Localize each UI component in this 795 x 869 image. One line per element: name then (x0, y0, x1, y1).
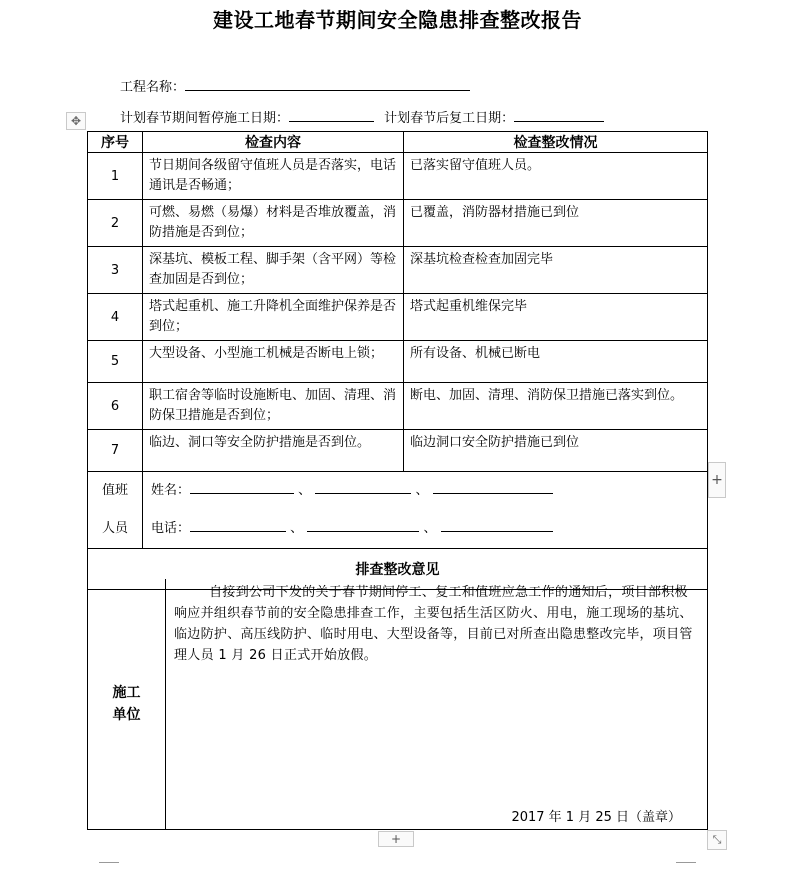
row-num: 3 (88, 247, 143, 294)
row-content[interactable]: 塔式起重机、施工升降机全面维护保养是否到位； (149, 299, 397, 334)
resize-handle-icon[interactable]: ⤡ (707, 830, 727, 850)
row-num: 7 (88, 430, 143, 472)
header-num: 序号 (88, 132, 143, 153)
project-name-line (120, 76, 470, 95)
page-corner-mark-right (676, 862, 696, 863)
project-name-field[interactable] (185, 76, 470, 91)
table-header-row (88, 132, 708, 153)
duty-name-label: 姓名： (151, 483, 191, 498)
dates-line (120, 107, 604, 126)
row-status[interactable]: 临边洞口安全防护措施已到位 (410, 435, 580, 450)
opinion-heading: 排查整改意见 (88, 549, 708, 590)
row-num: 1 (88, 153, 143, 200)
unit-label-line-1: 施工 (112, 685, 141, 701)
opinion-row (88, 579, 708, 830)
table-move-icon[interactable]: ✥ (66, 112, 86, 130)
separator: 、 (290, 521, 304, 536)
duty-fields (143, 472, 708, 549)
header-content: 检查内容 (143, 132, 404, 153)
duty-phone-field-2[interactable] (307, 517, 419, 532)
opinion-text[interactable]: 自接到公司下发的关于春节期间停工、复工和值班应急工作的通知后，项目部积极响应并组织春节前的安全隐患排查工作，主要包括生活区防火、用电，施工现场的基坑、临边防护、高压线防护、临时用电、大型设备等，目前已对所查出隐患整改完毕，项目管理人员 1 月 26 日正式开始放假。 (174, 585, 693, 663)
duty-name-field-1[interactable] (190, 479, 294, 494)
row-content[interactable]: 大型设备、小型施工机械是否断电上锁； (149, 346, 384, 361)
project-name-label: 工程名称： (120, 80, 186, 95)
duty-name-field-2[interactable] (315, 479, 411, 494)
table-row (88, 383, 708, 430)
duty-row (88, 472, 708, 549)
row-content[interactable]: 可燃、易燃（易爆）材料是否堆放覆盖，消防措施是否到位； (149, 205, 397, 240)
row-status[interactable]: 已覆盖，消防器材措施已到位 (410, 205, 580, 220)
opinion-table (87, 579, 708, 830)
row-status[interactable]: 所有设备、机械已断电 (410, 346, 541, 361)
add-row-button[interactable]: + (378, 831, 414, 847)
inspection-table (87, 131, 708, 590)
duty-label-bottom: 人员 (101, 521, 128, 536)
separator: 、 (298, 483, 312, 498)
resume-date-label: 计划春节后复工日期： (384, 111, 515, 126)
opinion-cell[interactable] (166, 579, 708, 830)
table-row (88, 430, 708, 472)
row-content[interactable]: 职工宿舍等临时设施断电、加固、清理、消防保卫措施是否到位； (149, 388, 397, 423)
row-status[interactable]: 深基坑检查检查加固完毕 (410, 252, 554, 267)
row-content[interactable]: 临边、洞口等安全防护措施是否到位。 (149, 435, 371, 450)
row-content[interactable]: 节日期间各级留守值班人员是否落实，电话通讯是否畅通； (149, 158, 397, 193)
duty-name-line (143, 472, 707, 510)
resume-date-field[interactable] (514, 107, 604, 122)
row-status[interactable]: 断电、加固、清理、消防保卫措施已落实到位。 (410, 388, 684, 403)
row-num: 4 (88, 294, 143, 341)
row-status[interactable]: 已落实留守值班人员。 (410, 158, 541, 173)
duty-phone-line (143, 510, 707, 548)
stop-date-field[interactable] (289, 107, 374, 122)
table-row (88, 247, 708, 294)
row-num: 2 (88, 200, 143, 247)
duty-name-field-3[interactable] (433, 479, 553, 494)
duty-label (88, 472, 143, 549)
table-row (88, 200, 708, 247)
stop-date-label: 计划春节期间暂停施工日期： (120, 111, 290, 126)
duty-label-top: 值班 (101, 483, 128, 498)
separator: 、 (423, 521, 437, 536)
table-row (88, 294, 708, 341)
table-row (88, 153, 708, 200)
row-num: 5 (88, 341, 143, 383)
opinion-date: 2017 年 1 月 25 日（盖章） (511, 810, 681, 825)
row-num: 6 (88, 383, 143, 430)
duty-phone-label: 电话： (151, 521, 191, 536)
unit-label-line-2: 单位 (112, 707, 141, 723)
duty-phone-field-3[interactable] (441, 517, 553, 532)
construction-unit-label (88, 579, 166, 830)
document-title: 建设工地春节期间安全隐患排查整改报告 (213, 8, 582, 32)
separator: 、 (415, 483, 429, 498)
add-column-button[interactable]: + (708, 462, 726, 498)
page-corner-mark-left (99, 862, 119, 863)
header-status: 检查整改情况 (404, 132, 708, 153)
table-row (88, 341, 708, 383)
row-status[interactable]: 塔式起重机维保完毕 (410, 299, 528, 314)
row-content[interactable]: 深基坑、模板工程、脚手架（含平网）等检查加固是否到位； (149, 252, 397, 287)
duty-phone-field-1[interactable] (190, 517, 286, 532)
